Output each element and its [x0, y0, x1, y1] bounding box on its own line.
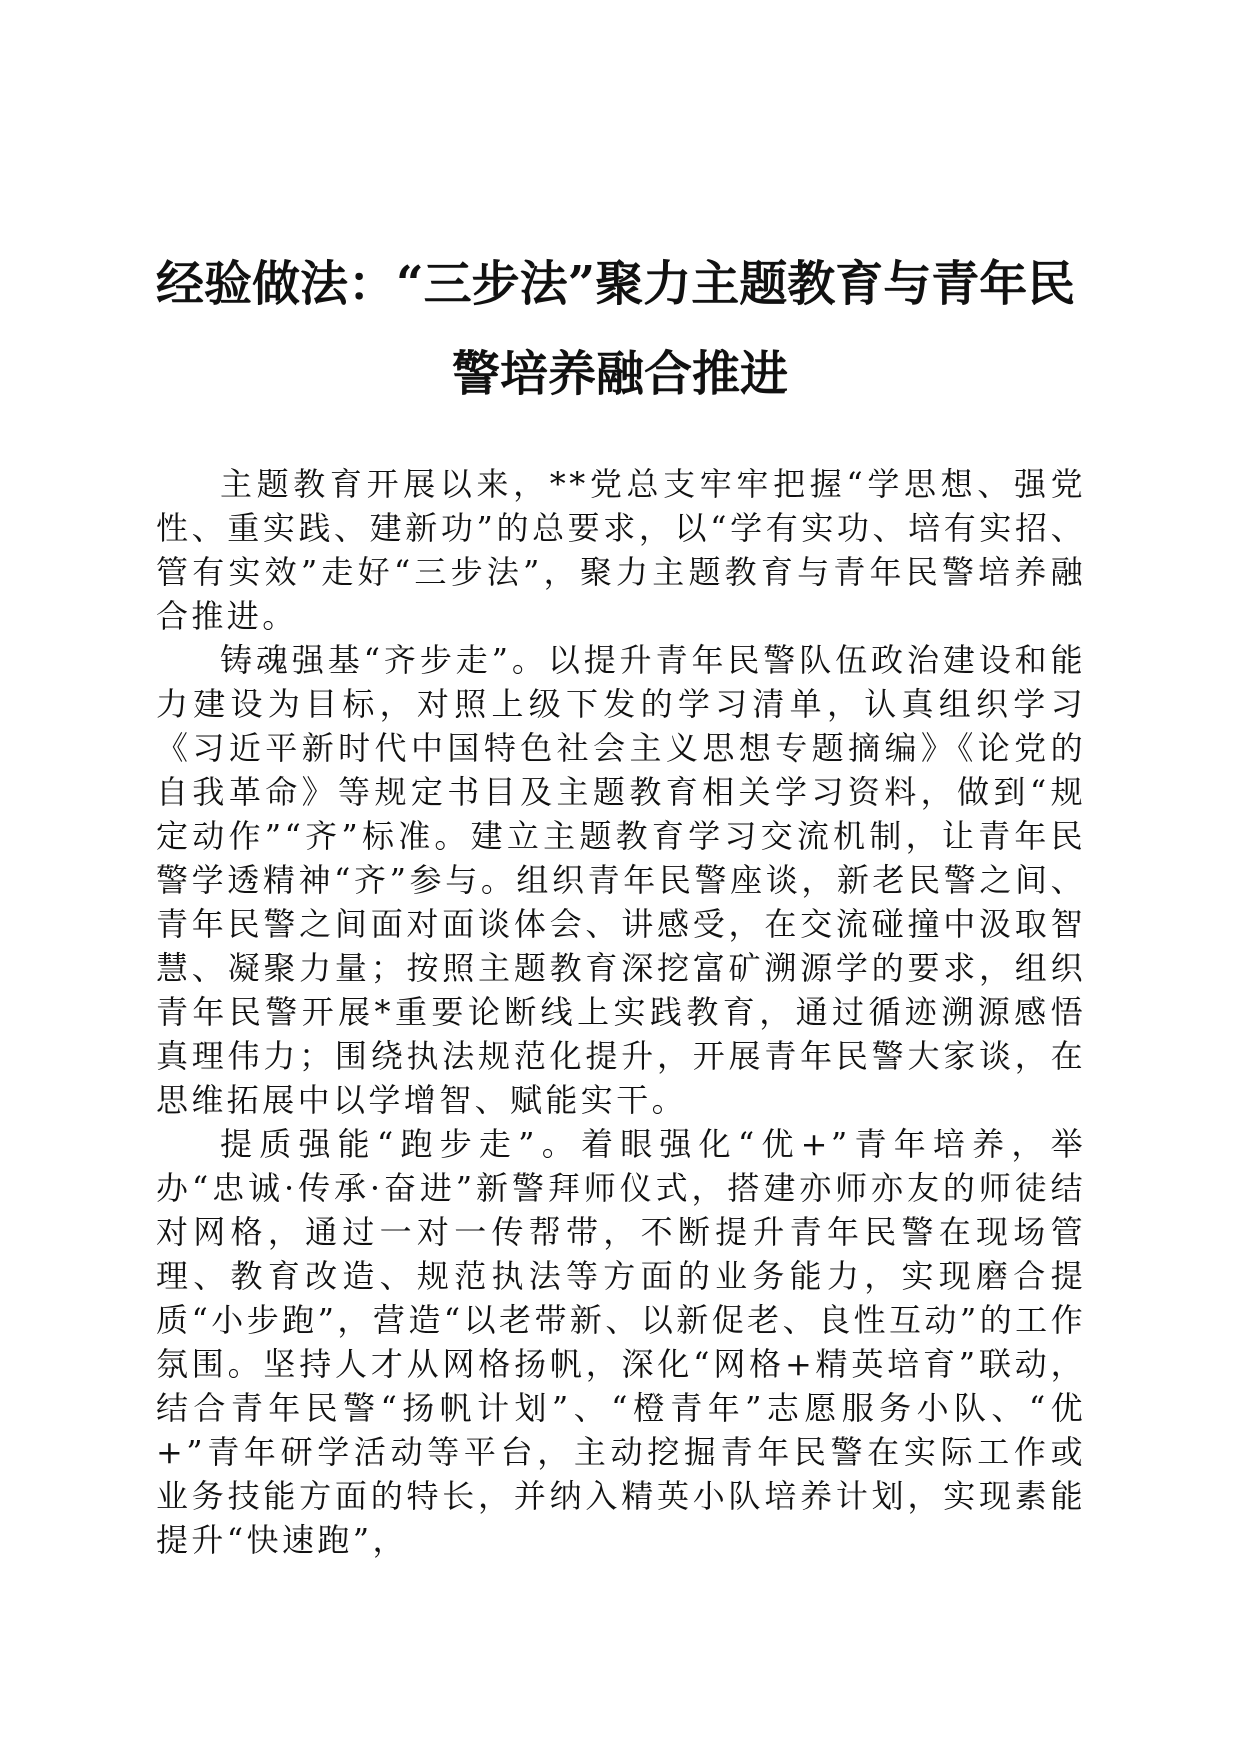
paragraph-qibuzou: 铸魂强基“齐步走”。以提升青年民警队伍政治建设和能力建设为目标，对照上级下发的学习清单，认真组织学习《习近平新时代中国特色社会主义思想专题摘编》《论党的自我革命》等规定书目及主题教育相关学习资料，做到“规定动作”“齐”标准。建立主题教育学习交流机制，让青年民警学透精神“齐”参与。组织青年民警座谈，新老民警之间、青年民警之间面对面谈体会、讲感受，在交流碰撞中汲取智慧、凝聚力量；按照主题教育深挖富矿溯源学的要求，组织青年民警开展*重要论断线上实践教育，通过循迹溯源感悟真理伟力；围绕执法规范化提升，开展青年民警大家谈，在思维拓展中以学增智、赋能实干。 — [156, 641, 1086, 1119]
document-title-line-1: 经验做法：“三步法”聚力主题教育与青年民 — [156, 256, 1076, 312]
paragraph-intro: 主题教育开展以来，**党总支牢牢把握“学思想、强党性、重实践、建新功”的总要求，以“学有实功、培有实招、管有实效”走好“三步法”，聚力主题教育与青年民警培养融合推进。 — [156, 465, 1086, 635]
document-title-line-2: 警培养融合推进 — [451, 346, 788, 402]
paragraph-paobuzou: 提质强能“跑步走”。着眼强化“优+”青年培养，举办“忠诚·传承·奋进”新警拜师仪式，搭建亦师亦友的师徒结对网格，通过一对一传帮带，不断提升青年民警在现场管理、教育改造、规范执法等方面的业务能力，实现磨合提质“小步跑”，营造“以老带新、以新促老、良性互动”的工作氛围。坚持人才从网格扬帆，深化“网格+精英培育”联动，结合青年民警“扬帆计划”、“橙青年”志愿服务小队、“优+”青年研学活动等平台，主动挖掘青年民警在实际工作或业务技能方面的特长，并纳入精英小队培养计划，实现素能提升“快速跑”， — [156, 1125, 1086, 1559]
document-body — [156, 462, 1086, 1562]
